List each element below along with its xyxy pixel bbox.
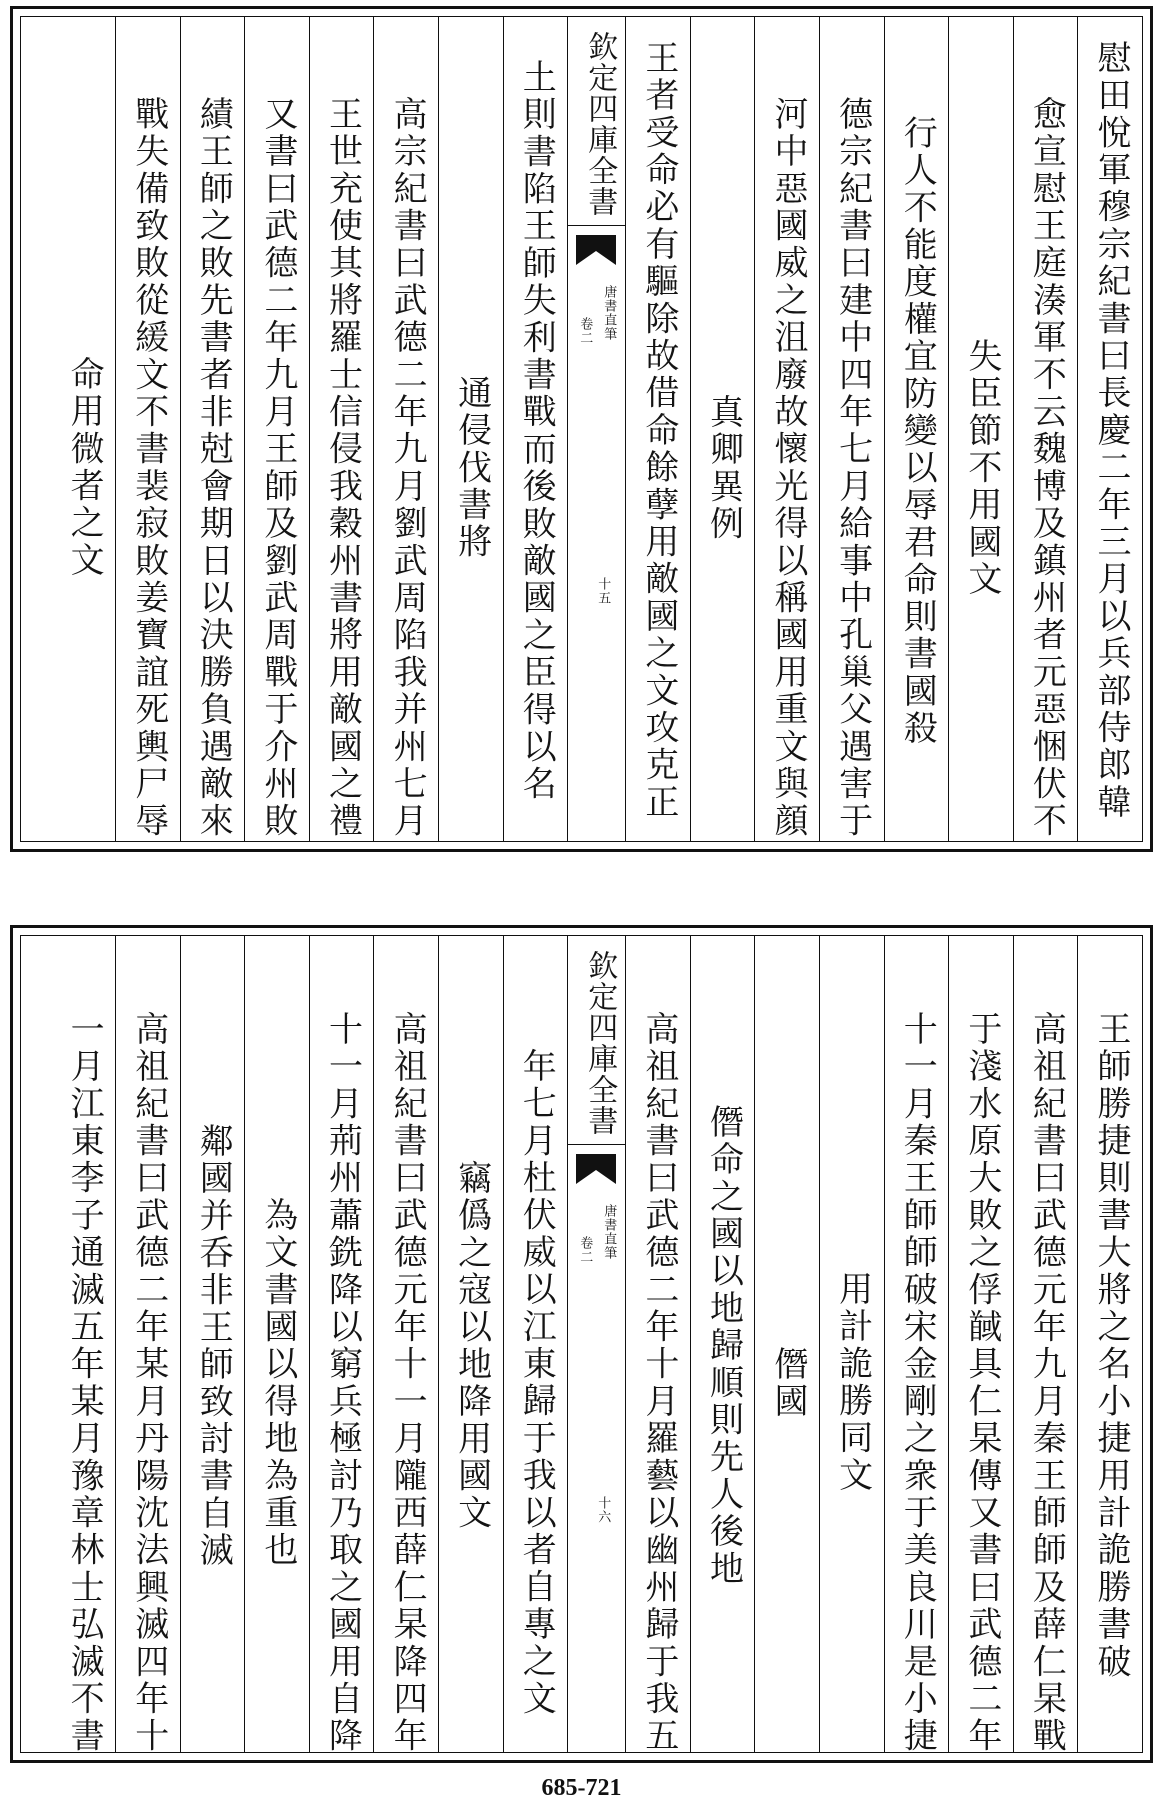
column-text: 高宗紀書曰武德二年九月劉武周陷我并州七月 — [387, 96, 428, 840]
fold-juan: 卷二 — [577, 1236, 593, 1264]
text-column — [884, 17, 949, 841]
column-text: 愈宣慰王庭湊軍不云魏博及鎮州者元惡悃伏不 — [1026, 96, 1067, 840]
fold-column — [567, 936, 625, 1752]
text-column — [309, 936, 374, 1755]
text-column — [1077, 936, 1142, 1752]
column-text: 高祖紀書曰武德二年某月丹陽沈法興滅四年十 — [128, 1011, 169, 1755]
text-column — [180, 17, 245, 841]
column-text: 十一月荊州蕭銑降以窮兵極討乃取之國用自降 — [322, 1011, 363, 1755]
column-text: 命用微者之文 — [64, 356, 105, 580]
column-text: 用計詭勝同文 — [832, 1271, 873, 1495]
column-text: 德宗紀書曰建中四年七月給事中孔巢父遇害于 — [832, 96, 873, 840]
top-page-columns — [21, 17, 1142, 841]
text-column — [503, 17, 568, 841]
text-column — [690, 17, 755, 841]
bottom-page-frame — [20, 935, 1143, 1753]
column-text: 行人不能度權宜防變以辱君命則書國殺 — [897, 114, 938, 748]
text-column — [115, 936, 180, 1755]
fold-title: 欽定四庫全書 — [568, 942, 625, 1145]
text-column — [373, 17, 438, 841]
column-text: 土則書陷王師失利書戰而後敗敵國之臣得以名 — [516, 59, 557, 803]
text-column — [244, 936, 309, 1752]
fold-leaf-number: 十五 — [595, 577, 611, 605]
column-text: 又書曰武德二年九月王師及劉武周戰于介州敗 — [257, 96, 298, 840]
text-column — [309, 17, 374, 841]
column-text: 慰田悅軍穆宗紀書曰長慶二年三月以兵部侍郎韓 — [1091, 40, 1131, 822]
column-text: 戰失備致敗從緩文不書裴寂敗姜寶誼死輿尸辱 — [128, 96, 169, 840]
text-column — [438, 17, 503, 841]
text-column — [884, 936, 949, 1755]
fold-book-title: 唐書直筆 — [601, 285, 617, 341]
text-column — [244, 17, 309, 841]
text-column — [1077, 17, 1142, 841]
text-column — [948, 17, 1013, 841]
column-text: 高祖紀書曰武德元年十一月隴西薛仁杲降四年 — [387, 1011, 428, 1755]
fold-juan: 卷二 — [577, 317, 593, 345]
column-text: 年七月杜伏威以江東歸于我以者自專之文 — [516, 1048, 557, 1718]
column-text: 高祖紀書曰武德元年九月秦王師師及薛仁杲戰 — [1026, 1011, 1067, 1755]
column-text: 為文書國以得地為重也 — [257, 1197, 298, 1569]
text-column — [690, 936, 755, 1752]
text-column — [625, 936, 690, 1755]
text-column — [819, 17, 884, 841]
column-text: 僭命之國以地歸順則先人後地 — [703, 1104, 744, 1588]
fishtail-mark-icon — [576, 235, 616, 269]
fold-column — [567, 17, 625, 841]
fold-book-title: 唐書直筆 — [601, 1204, 617, 1260]
column-text: 一月江東李子通滅五年某月豫章林士弘滅不書 — [64, 1011, 105, 1755]
text-column — [819, 936, 884, 1752]
column-text: 竊僞之寇以地降用國文 — [451, 1160, 492, 1532]
column-text: 王世充使其將羅士信侵我穀州書將用敵國之禮 — [322, 96, 363, 840]
column-text: 失臣節不用國文 — [961, 337, 1002, 599]
text-column — [948, 936, 1013, 1755]
text-column — [625, 17, 690, 841]
column-text: 僭國 — [768, 1345, 809, 1421]
column-text: 十一月秦王師師破宋金剛之衆于美良川是小捷 — [897, 1011, 938, 1755]
column-text: 高祖紀書曰武德二年十月羅藝以幽州歸于我五 — [638, 1011, 679, 1755]
top-page-frame — [20, 16, 1143, 842]
column-text: 王師勝捷則書大將之名小捷用計詭勝書破 — [1091, 1011, 1131, 1681]
fold-title: 欽定四庫全書 — [568, 23, 625, 226]
column-text: 王者受命必有驅除故借命餘孽用敵國之文攻克正 — [638, 40, 679, 822]
column-text: 河中惡國威之沮廢故懷光得以稱國用重文與顔 — [768, 96, 809, 840]
text-column — [438, 936, 503, 1752]
column-text: 真卿異例 — [703, 393, 744, 543]
fishtail-mark-icon — [576, 1154, 616, 1188]
column-text: 績王師之敗先書者非尅會期日以決勝負遇敵來 — [193, 96, 234, 840]
column-text: 通侵伐書將 — [451, 375, 492, 561]
column-text: 于淺水原大敗之俘馘具仁杲傳又書曰武德二年 — [961, 1011, 1002, 1755]
text-column — [373, 936, 438, 1755]
text-column — [754, 936, 819, 1752]
top-page — [10, 6, 1153, 852]
text-column — [180, 936, 245, 1752]
fold-leaf-number: 十六 — [595, 1496, 611, 1524]
bottom-page-columns — [21, 936, 1142, 1755]
text-column — [115, 17, 180, 841]
text-column — [754, 17, 819, 841]
text-column — [51, 17, 116, 841]
text-column — [503, 936, 568, 1752]
text-column — [51, 936, 116, 1755]
column-text: 鄰國并呑非王師致討書自滅 — [193, 1122, 234, 1570]
text-column — [1013, 17, 1078, 841]
text-column — [1013, 936, 1078, 1755]
bottom-page — [10, 925, 1153, 1763]
folio-number: 685-721 — [541, 1775, 622, 1801]
